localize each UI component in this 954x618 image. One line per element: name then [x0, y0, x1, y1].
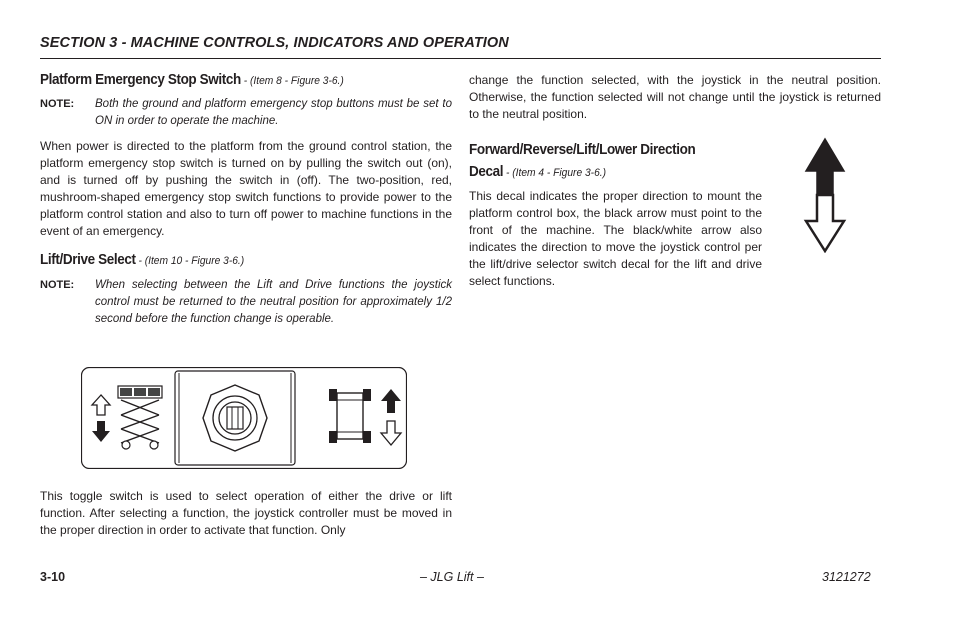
header-rule: [40, 58, 881, 59]
liftdrive-heading: Lift/Drive Select - (Item 10 - Figure 3-6.): [40, 252, 245, 268]
note-label: NOTE:: [40, 98, 75, 110]
estop-heading: Platform Emergency Stop Switch - (Item 8 - Figure 3-6.): [40, 72, 344, 88]
liftdrive-body-continued: change the function selected, with the joystick in the neutral position. Otherwise, the function selected will not change until the joystick is returned to the neutral position.: [469, 73, 881, 121]
footer-brand: – JLG Lift –: [420, 570, 484, 584]
note-label: NOTE:: [40, 279, 75, 291]
direction-arrow-icon: [803, 137, 847, 253]
decal-ref: - (Item 4 - Figure 3-6.): [503, 167, 607, 179]
toggle-switch-icon: [203, 385, 267, 451]
document-number: 3121272: [822, 570, 871, 584]
decal-heading: Forward/Reverse/Lift/Lower Direction Decal - (Item 4 - Figure 3-6.): [469, 142, 696, 180]
lift-drive-switch-figure: [81, 367, 407, 469]
estop-ref: - (Item 8 - Figure 3-6.): [240, 75, 344, 87]
note-text: Both the ground and platform emergency stop buttons must be set to ON in order to operate the machine.: [95, 98, 452, 127]
estop-body: When power is directed to the platform from the ground control station, the platform emergency stop switch is turned on by pulling the switch out (on), and is turned off by pushing the switch in (off). The two-position, red, mushroom-shaped emergency stop switch functions to provide power to the platform control station and also to turn off power to machine functions in the event of an emergency.: [40, 139, 452, 238]
decal-body: This decal indicates the proper direction to mount the platform control box, the black arrow must point to the front of the machine. The black/white arrow also indicates the direction to move the joystick control per the lift/drive selector switch decal for the lift and drive select functions.: [469, 189, 762, 288]
liftdrive-note: [40, 277, 452, 328]
page-number: 3-10: [40, 570, 66, 584]
estop-note: [40, 96, 452, 130]
liftdrive-body: This toggle switch is used to select operation of either the drive or lift function. After selecting a function, the joystick controller must be moved in the proper direction in order to activate that function. Only: [40, 489, 452, 537]
liftdrive-ref: - (Item 10 - Figure 3-6.): [135, 255, 245, 267]
note-text: When selecting between the Lift and Drive functions the joystick control must be returned to the neutral position for approximately 1/2 second before the function change is operable.: [95, 279, 452, 325]
left-column: [40, 72, 452, 328]
section-header: SECTION 3 - MACHINE CONTROLS, INDICATORS AND OPERATION: [40, 35, 509, 51]
